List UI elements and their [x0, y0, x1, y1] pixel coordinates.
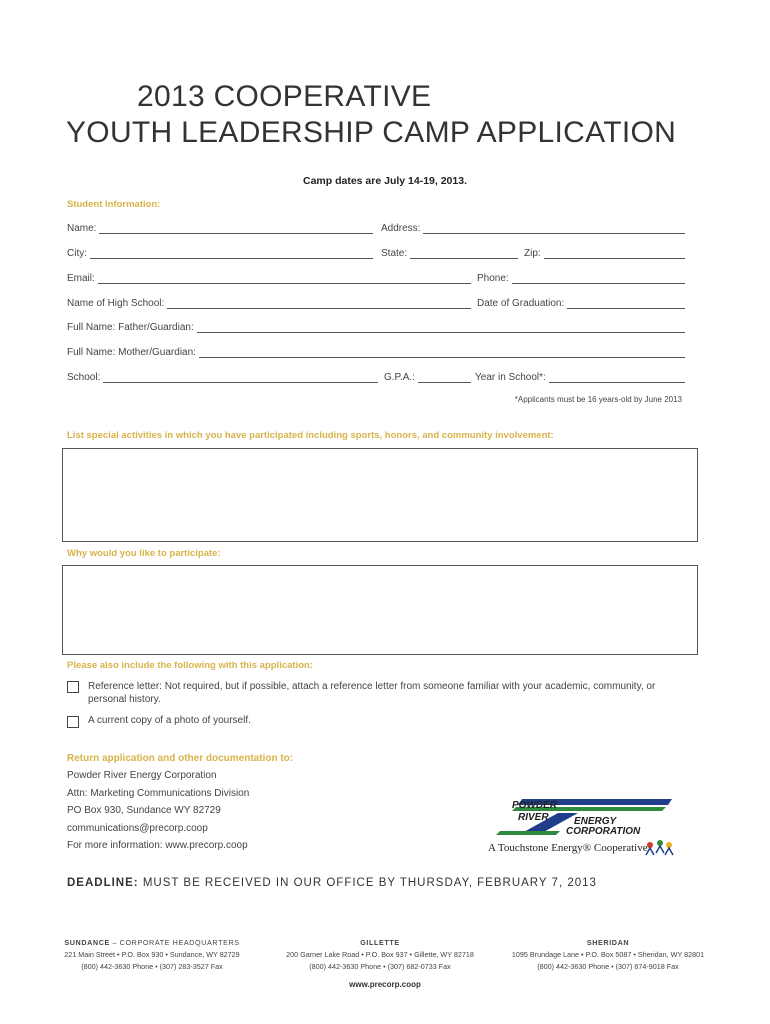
- phone-line[interactable]: [512, 273, 685, 284]
- return-org: Powder River Energy Corporation: [67, 770, 217, 781]
- footer-website-link[interactable]: www.precorp.coop: [349, 980, 421, 989]
- logo-tagline: A Touchstone Energy® Cooperative: [488, 842, 648, 854]
- father-field[interactable]: [67, 322, 685, 333]
- high-school-line[interactable]: [167, 298, 471, 309]
- logo-powder: POWDER: [512, 800, 557, 811]
- activities-textbox[interactable]: [62, 448, 698, 542]
- email-field[interactable]: [67, 273, 471, 284]
- footer-gillette-address: 200 Garner Lake Road • P.O. Box 937 • Gillette, WY 82718: [286, 950, 474, 959]
- name-line[interactable]: [99, 223, 373, 234]
- email-label: Email:: [67, 273, 95, 284]
- deadline-label: DEADLINE:: [67, 877, 139, 889]
- return-attn: Attn: Marketing Communications Division: [67, 788, 250, 799]
- state-line[interactable]: [410, 248, 518, 259]
- phone-field[interactable]: [477, 273, 685, 284]
- address-label: Address:: [381, 223, 421, 234]
- graduation-field[interactable]: [477, 298, 685, 309]
- year-field[interactable]: [475, 372, 685, 383]
- logo-corporation: CORPORATION: [566, 826, 641, 837]
- deadline: [67, 877, 597, 889]
- footer-gillette: [270, 937, 490, 973]
- state-label: State:: [381, 248, 408, 259]
- footer-sheridan-phone: (800) 442-3630 Phone • (307) 674-9018 Fax: [537, 962, 679, 971]
- activities-heading: List special activities in which you have participated including sports, honors, and community involvement:: [67, 430, 554, 441]
- mother-field[interactable]: [67, 347, 685, 358]
- why-heading: Why would you like to participate:: [67, 548, 221, 559]
- logo-river: RIVER: [518, 812, 549, 823]
- logo-energy: ENERGY: [574, 816, 617, 827]
- address-field[interactable]: [381, 223, 685, 234]
- phone-label: Phone:: [477, 273, 509, 284]
- photo-item: [67, 715, 251, 728]
- graduation-label: Date of Graduation:: [477, 298, 565, 309]
- year-label: Year in School*:: [475, 372, 546, 383]
- father-line[interactable]: [197, 322, 685, 333]
- name-label: Name:: [67, 223, 97, 234]
- name-field[interactable]: [67, 223, 373, 234]
- zip-field[interactable]: [524, 248, 685, 259]
- reference-letter-checkbox[interactable]: [67, 681, 79, 693]
- why-textbox[interactable]: [62, 565, 698, 655]
- mother-line[interactable]: [199, 347, 685, 358]
- include-heading: Please also include the following with this application:: [67, 660, 313, 671]
- title-line-2: YOUTH LEADERSHIP CAMP APPLICATION: [66, 116, 677, 149]
- gpa-field[interactable]: [384, 372, 471, 383]
- school-field[interactable]: [67, 372, 378, 383]
- father-label: Full Name: Father/Guardian:: [67, 322, 194, 333]
- footer-sundance: [47, 937, 257, 973]
- footer-sundance-head: SUNDANCE: [64, 938, 110, 947]
- city-line[interactable]: [90, 248, 373, 259]
- footer-sundance-sub: – CORPORATE HEADQUARTERS: [109, 938, 240, 947]
- school-line[interactable]: [103, 372, 378, 383]
- email-line[interactable]: [98, 273, 471, 284]
- photo-checkbox[interactable]: [67, 716, 79, 728]
- graduation-line[interactable]: [567, 298, 685, 309]
- high-school-label: Name of High School:: [67, 298, 165, 309]
- city-label: City:: [67, 248, 87, 259]
- gpa-label: G.P.A.:: [384, 372, 415, 383]
- title-line-1: 2013 COOPERATIVE: [137, 80, 432, 113]
- zip-label: Zip:: [524, 248, 541, 259]
- footer-sheridan-address: 1095 Brundage Lane • P.O. Box 5087 • Sheridan, WY 82801: [511, 950, 705, 959]
- school-label: School:: [67, 372, 101, 383]
- photo-text: A current copy of a photo of yourself.: [88, 715, 251, 726]
- reference-letter-item: [67, 680, 692, 706]
- reference-letter-text: Reference letter: Not required, but if possible, attach a reference letter from someone familiar with your academic, community, or personal history.: [88, 681, 656, 705]
- student-info-heading: Student Information:: [67, 199, 161, 210]
- footer-sheridan-head: SHERIDAN: [586, 938, 630, 947]
- footer-gillette-phone: (800) 442-3630 Phone • (307) 682-0733 Fax: [309, 962, 451, 971]
- state-field[interactable]: [381, 248, 518, 259]
- year-line[interactable]: [549, 372, 685, 383]
- gpa-line[interactable]: [418, 372, 471, 383]
- return-email: communications@precorp.coop: [67, 823, 208, 834]
- deadline-text: MUST BE RECEIVED IN OUR OFFICE BY THURSDAY, FEBRUARY 7, 2013: [142, 877, 597, 889]
- address-line[interactable]: [423, 223, 685, 234]
- age-note: *Applicants must be 16 years-old by June 2013: [514, 395, 682, 404]
- footer-sundance-phone: (800) 442-3630 Phone • (307) 283-3527 Fax: [81, 962, 223, 971]
- city-field[interactable]: [67, 248, 373, 259]
- footer-gillette-head: GILLETTE: [360, 938, 400, 947]
- zip-line[interactable]: [544, 248, 685, 259]
- return-more-info: For more information: www.precorp.coop: [67, 840, 248, 851]
- return-address: PO Box 930, Sundance WY 82729: [67, 805, 221, 816]
- high-school-field[interactable]: [67, 298, 471, 309]
- return-heading: Return application and other documentation to:: [67, 753, 294, 764]
- camp-dates: Camp dates are July 14-19, 2013.: [302, 175, 467, 187]
- footer-sundance-address: 221 Main Street • P.O. Box 930 • Sundance, WY 82729: [64, 950, 240, 959]
- mother-label: Full Name: Mother/Guardian:: [67, 347, 196, 358]
- footer-sheridan: [498, 937, 718, 973]
